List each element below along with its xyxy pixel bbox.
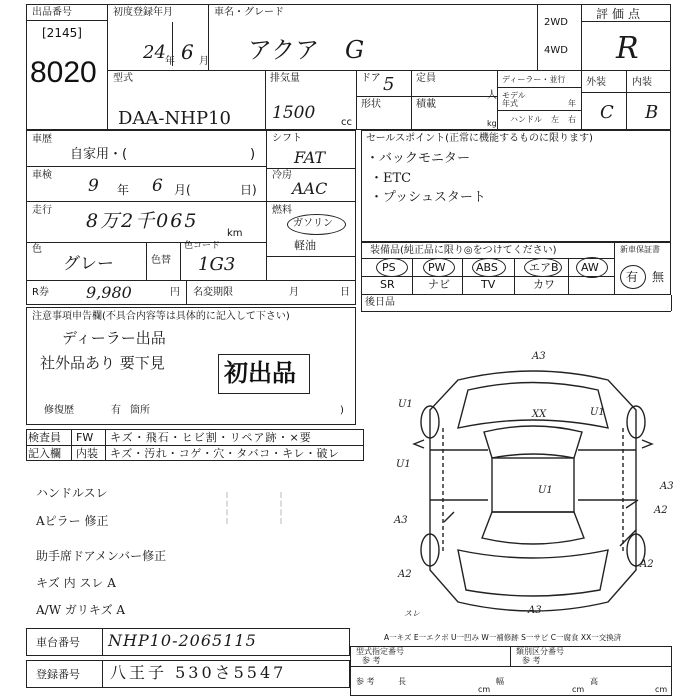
divider — [411, 70, 412, 130]
divider — [626, 70, 627, 130]
dmg-mark-3: XX — [532, 409, 547, 420]
notes-line-1: ディーラー出品 — [62, 329, 166, 347]
shaken-month: 6 — [152, 176, 163, 196]
divider — [581, 4, 582, 130]
color-value: グレー — [63, 254, 114, 274]
shaken-day-unit: 日) — [240, 183, 257, 197]
equip-ps-circle — [376, 258, 408, 277]
divider — [266, 201, 356, 202]
divider — [361, 295, 362, 311]
divider — [265, 70, 266, 130]
divider — [568, 258, 569, 295]
first-reg-label: 初度登録年月 — [113, 7, 173, 18]
shaken-year: 9 — [88, 176, 99, 196]
dmg-mark-11: A3 — [528, 605, 542, 616]
divider — [356, 70, 357, 130]
color-code-label: 色コード — [184, 241, 221, 251]
handwritten-line-3: 助手席ドアメンバー修正 — [36, 549, 167, 563]
divider — [102, 660, 103, 688]
divider — [350, 666, 672, 667]
repair-label: 修復歴 — [44, 405, 74, 416]
divider — [107, 70, 581, 71]
new-warranty-label: 新車保証書 — [620, 245, 660, 254]
width-label: 幅 — [496, 677, 504, 686]
meibo-label: 名変期限 — [193, 287, 233, 298]
length-unit: cm — [478, 685, 491, 694]
inspector-row1-text: キズ・飛石・ヒビ割・リペア跡・×要 — [110, 431, 312, 444]
ac-label: 冷房 — [272, 170, 292, 181]
displacement-label: 排気量 — [270, 73, 300, 84]
later-label: 後日品 — [365, 297, 395, 308]
equip-airbag-circle — [524, 258, 562, 277]
divider — [497, 110, 581, 111]
load-unit: kg — [487, 119, 497, 128]
doors-label: ドア — [361, 73, 381, 84]
model-label: 型式 — [113, 73, 133, 84]
chassis-label: 車台番号 — [36, 636, 80, 649]
inspector-label: 検査員 — [28, 431, 61, 444]
history-label: 車歴 — [32, 134, 52, 145]
lot-label: 出品番号 — [32, 7, 72, 18]
handle-right: 右 — [568, 115, 576, 124]
height-label: 高 — [590, 677, 598, 686]
divider — [537, 4, 538, 70]
score-value: R — [616, 31, 639, 66]
year-unit: 年 — [165, 56, 175, 67]
divider — [671, 295, 672, 311]
lot-number: 8020 — [30, 56, 97, 89]
mileage-value: 8万2千065 — [86, 210, 199, 232]
equipment-label: 装備品(純正品に限り◎をつけてください) — [370, 245, 557, 256]
entry-label: 記入欄 — [28, 447, 61, 460]
dmg-mark-9: A2 — [654, 505, 668, 516]
mileage-label: 走行 — [32, 205, 52, 216]
handle-left: 左 — [551, 115, 559, 124]
divider — [412, 258, 413, 295]
repair-close: ) — [340, 405, 344, 416]
dmg-mark-1: A3 — [532, 351, 546, 362]
selling-frame — [361, 130, 671, 242]
handwritten-line-5: A/W ガリキズ A — [36, 603, 126, 617]
lot-bracket: [2145] — [42, 26, 82, 40]
interior-label: 内装 — [632, 77, 652, 88]
shaken-label: 車検 — [32, 170, 52, 181]
recycle-label: R券 — [32, 287, 49, 298]
damage-legend: A一キズ E一エクボ U一凹み W一補修跡 S一サビ C一腐食 XX一交換済 — [384, 633, 622, 642]
car-name: アクア — [248, 36, 320, 64]
warranty-circle — [620, 265, 646, 289]
notes-line-2: 社外品あり 要下見 — [40, 354, 165, 372]
mileage-unit: km — [227, 228, 243, 239]
handwritten-line-2: Aピラー 修正 — [36, 514, 109, 528]
model-year-unit: 年 — [568, 99, 576, 108]
displacement-value: 1500 — [272, 103, 316, 123]
width-unit: cm — [572, 685, 585, 694]
equip-leather: カワ — [533, 278, 555, 291]
capacity-unit: 人 — [487, 90, 497, 101]
meibo-month: 月 — [289, 287, 299, 298]
color-change-label: 色替 — [151, 255, 171, 266]
model-value: DAA-NHP10 — [118, 108, 231, 129]
fuel-diesel: 軽油 — [294, 239, 316, 252]
color-code: 1G3 — [198, 254, 236, 275]
doors-value: 5 — [383, 74, 395, 95]
divider — [361, 311, 671, 312]
inspector-row1-tag: FW — [76, 431, 94, 444]
divider — [186, 280, 187, 305]
equip-airbag: エアB — [529, 261, 559, 274]
divider — [172, 22, 173, 66]
faint-scribble — [226, 492, 282, 524]
shape-label: 形状 — [361, 99, 381, 110]
equip-ps: PS — [382, 261, 396, 274]
chassis-value: NHP10-2065115 — [108, 631, 257, 650]
dmg-mark-12: A2 — [640, 559, 654, 570]
color-label: 色 — [32, 244, 42, 255]
displacement-unit: cc — [341, 117, 352, 128]
handwritten-line-1: ハンドルスレ — [36, 486, 108, 500]
equip-navi: ナビ — [428, 278, 450, 291]
divider — [208, 4, 209, 70]
shift-label: シフト — [272, 133, 302, 144]
divider — [581, 92, 671, 93]
drive-2wd: 2WD — [544, 17, 568, 28]
recycle-unit: 円 — [170, 287, 180, 298]
warranty-no: 無 — [652, 270, 665, 284]
dealer-label: ディーラー・並行 — [502, 75, 566, 84]
divider — [26, 445, 364, 446]
exterior-grade: C — [600, 102, 614, 123]
divider — [26, 166, 266, 167]
divider — [26, 280, 356, 281]
equip-sr: SR — [380, 278, 395, 291]
category-ref: 参 考 — [522, 656, 541, 665]
history-value: 自家用・( — [70, 147, 128, 162]
divider — [356, 96, 497, 97]
exterior-label: 外装 — [586, 77, 606, 88]
length-label: 長 — [398, 677, 406, 686]
selling-item-1: ・バックモニター — [366, 151, 471, 166]
dims-ref: 参 考 — [356, 677, 375, 686]
dmg-mark-2: U1 — [398, 399, 413, 410]
warranty-yes: 有 — [626, 270, 639, 284]
reg-label: 登録番号 — [36, 668, 80, 681]
dmg-mark-10: A2 — [398, 569, 412, 580]
divider — [514, 258, 515, 295]
load-label: 積載 — [416, 99, 436, 110]
dmg-mark-13: スレ — [404, 609, 420, 618]
divider — [462, 258, 463, 295]
month-unit: 月 — [199, 56, 209, 67]
divider — [614, 242, 615, 295]
fuel-label: 燃料 — [272, 205, 292, 216]
equip-abs-circle — [472, 258, 506, 277]
dmg-mark-5: U1 — [396, 459, 411, 470]
dmg-mark-8: A3 — [394, 515, 408, 526]
shift-value: FAT — [294, 148, 326, 167]
model-year-label: モデル年式 — [502, 91, 526, 108]
first-listing-stamp-text: 初出品 — [224, 358, 296, 387]
divider — [497, 70, 498, 130]
divider — [102, 628, 103, 656]
meibo-day: 日 — [340, 287, 350, 298]
divider — [266, 168, 356, 169]
shaken-year-unit: 年 — [117, 183, 130, 197]
first-reg-month: 6 — [181, 40, 194, 64]
equip-tv: TV — [481, 278, 496, 291]
divider — [266, 256, 356, 257]
model-spec-ref: 参 考 — [362, 656, 381, 665]
selling-item-3: ・プッシュスタート — [370, 190, 486, 205]
divider — [107, 4, 108, 130]
divider — [146, 242, 147, 280]
fuel-gas: ガソリン — [293, 218, 333, 229]
equip-pw: PW — [428, 261, 446, 274]
equip-pw-circle — [423, 258, 455, 277]
reg-value: 八王子 530さ5547 — [110, 663, 287, 682]
inspector-row2-tag: 内装 — [76, 447, 98, 460]
interior-grade: B — [645, 102, 659, 123]
shaken-month-unit: 月( — [174, 183, 191, 197]
selling-label: セールスポイント(正常に機能するものに限ります) — [366, 133, 593, 144]
score-label: 評価点 — [596, 7, 645, 21]
handle-label: ハンドル — [510, 115, 542, 124]
grade: G — [345, 36, 365, 64]
car-body-outline — [430, 371, 636, 611]
capacity-label: 定員 — [416, 73, 436, 84]
divider — [180, 242, 181, 280]
fuel-circle — [287, 214, 346, 235]
first-reg-year: 24 — [143, 42, 166, 63]
handwritten-line-4: キズ 内 スレ A — [36, 576, 116, 590]
height-unit: cm — [655, 685, 668, 694]
model-spec-label: 型式指定番号 — [356, 647, 404, 656]
divider — [581, 21, 671, 22]
equip-abs: ABS — [476, 261, 498, 274]
divider — [26, 201, 266, 202]
dmg-mark-4: U1 — [590, 407, 605, 418]
category-label: 類別区分番号 — [516, 647, 564, 656]
dmg-mark-7: A3 — [660, 481, 674, 492]
equip-aw: AW — [581, 261, 599, 274]
repair-place: 箇所 — [130, 405, 150, 416]
dmg-mark-6: U1 — [538, 485, 553, 496]
car-name-label: 車名・グレード — [214, 7, 284, 18]
divider — [26, 20, 107, 21]
history-close: ) — [250, 147, 256, 162]
ac-value: AAC — [292, 179, 328, 198]
repair-yes: 有 — [111, 405, 121, 416]
inspector-row2-text: キズ・汚れ・コゲ・穴・タバコ・キレ・破レ — [110, 447, 340, 460]
divider — [266, 130, 267, 280]
selling-item-2: ・ETC — [370, 171, 412, 186]
drive-4wd: 4WD — [544, 45, 568, 56]
equip-aw-circle — [576, 257, 608, 278]
divider — [497, 87, 581, 88]
recycle-value: 9,980 — [86, 283, 132, 302]
divider — [510, 646, 511, 666]
car-damage-diagram — [388, 340, 678, 630]
notes-label: 注意事項申告欄(不具合内容等は具体的に記入して下さい) — [32, 311, 290, 322]
